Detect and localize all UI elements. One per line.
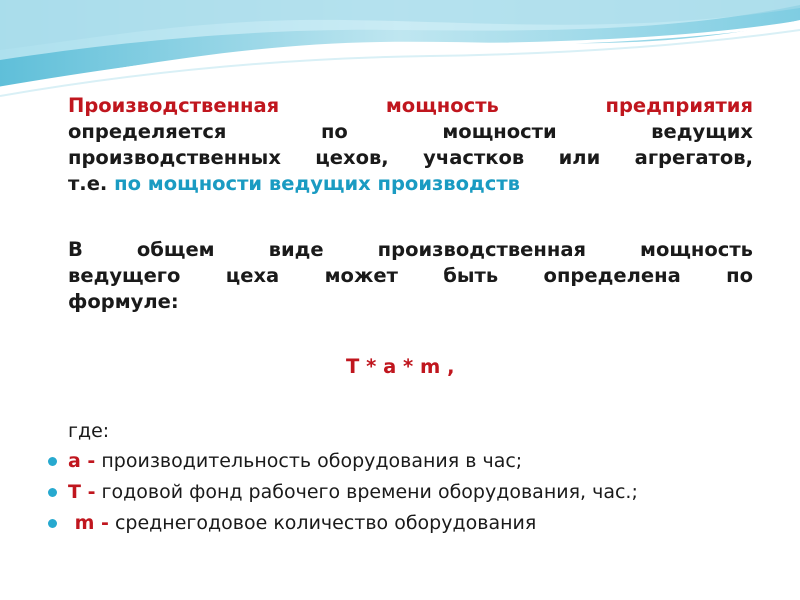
bullet-icon [48,488,57,497]
paragraph1-line4 [68,171,753,197]
paragraph2-line1: В общем виде производственная мощность [68,238,753,261]
symbol-t: Т - [68,481,96,503]
formula: Т * а * m , [346,355,455,378]
paragraph1-line4-prefix: т.е. [68,172,115,195]
bullet-icon [48,457,57,466]
bullet-icon [48,519,57,528]
where-label: где: [68,420,110,442]
paragraph-formula-intro [68,237,753,315]
paragraph1-line2: определяется по мощности ведущих [68,120,753,143]
definition-t: годовой фонд рабочего времени оборудования, час.; [95,481,638,503]
definition-a: производительность оборудования в час; [95,450,523,472]
paragraph1-line4-highlight: по мощности ведущих производств [114,172,520,195]
symbol-a: а - [68,450,96,472]
symbol-m: m - [68,512,109,534]
paragraph-definition [68,93,753,197]
paragraph1-line1: Производственная мощность предприятия [68,94,753,117]
paragraph1-line3: производственных цехов, участков или агрегатов, [68,146,753,169]
paragraph2-line3: формуле: [68,290,179,313]
definition-m: среднегодовое количество оборудования [108,512,537,534]
paragraph2-line2: ведущего цеха может быть определена по [68,264,753,287]
